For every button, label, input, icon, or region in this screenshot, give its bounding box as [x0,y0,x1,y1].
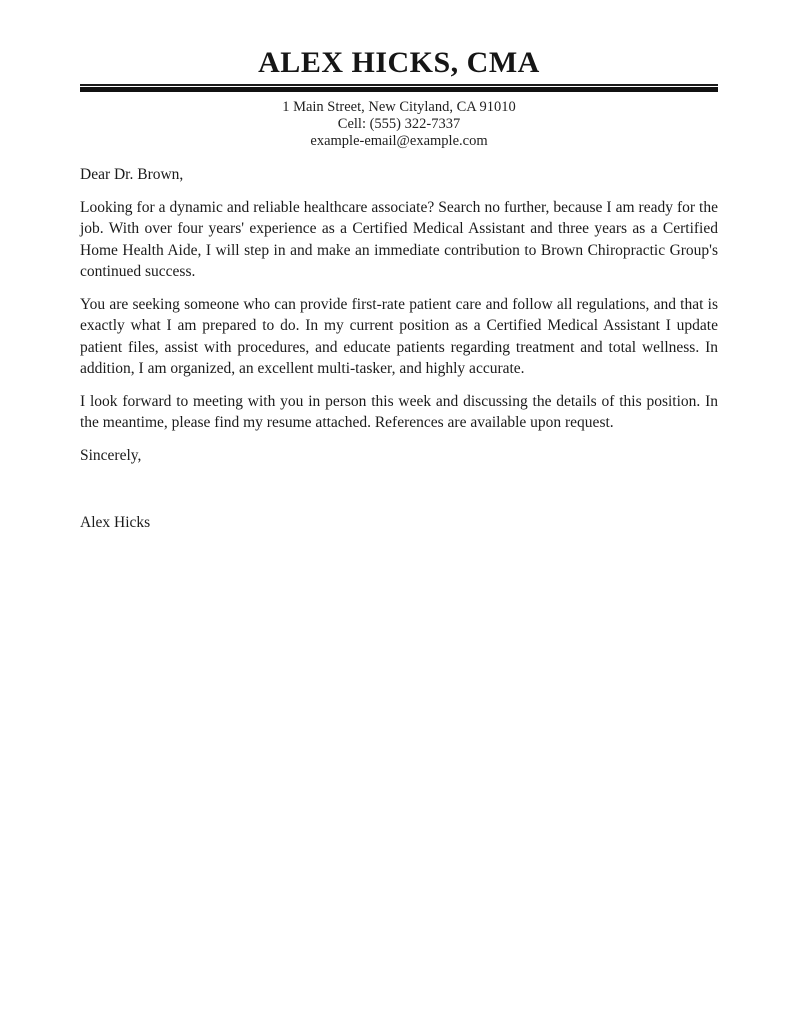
letter-paragraph-1: Looking for a dynamic and reliable healthcare associate? Search no further, because I am ready for the job. With over four years' experience as a Certified Medical Assistant and three years as a Certified Home Health Aide, I will step in and make an immediate contribution to Brown Chiropractic Group's continued success. [80,198,718,280]
letterhead-name: ALEX HICKS, CMA [258,46,540,79]
letterhead-divider [80,84,718,92]
letterhead-divider-bar [80,87,718,92]
letter-body [80,164,718,534]
letter-paragraph-3: I look forward to meeting with you in person this week and discussing the details of this position. In the meantime, please find my resume attached. References are available upon request. [80,392,718,431]
letterhead-email: example-email@example.com [310,133,488,149]
letter-signature: Alex Hicks [80,514,151,531]
letterhead-contact-block [80,99,718,150]
letterhead-phone: Cell: (555) 322-7337 [337,116,461,132]
letterhead-address: 1 Main Street, New Cityland, CA 91010 [282,99,516,115]
letter-paragraph-2: You are seeking someone who can provide first-rate patient care and follow all regulations, and that is exactly what I am prepared to do. In my current position as a Certified Medical Assistant I update patient files, assist with procedures, and educate patients regarding treatment and total wellness. In addition, I am organized, an excellent multi-tasker, and highly accurate. [80,295,718,377]
letter-closing: Sincerely, [80,446,142,464]
letter-salutation: Dear Dr. Brown, [80,166,184,183]
